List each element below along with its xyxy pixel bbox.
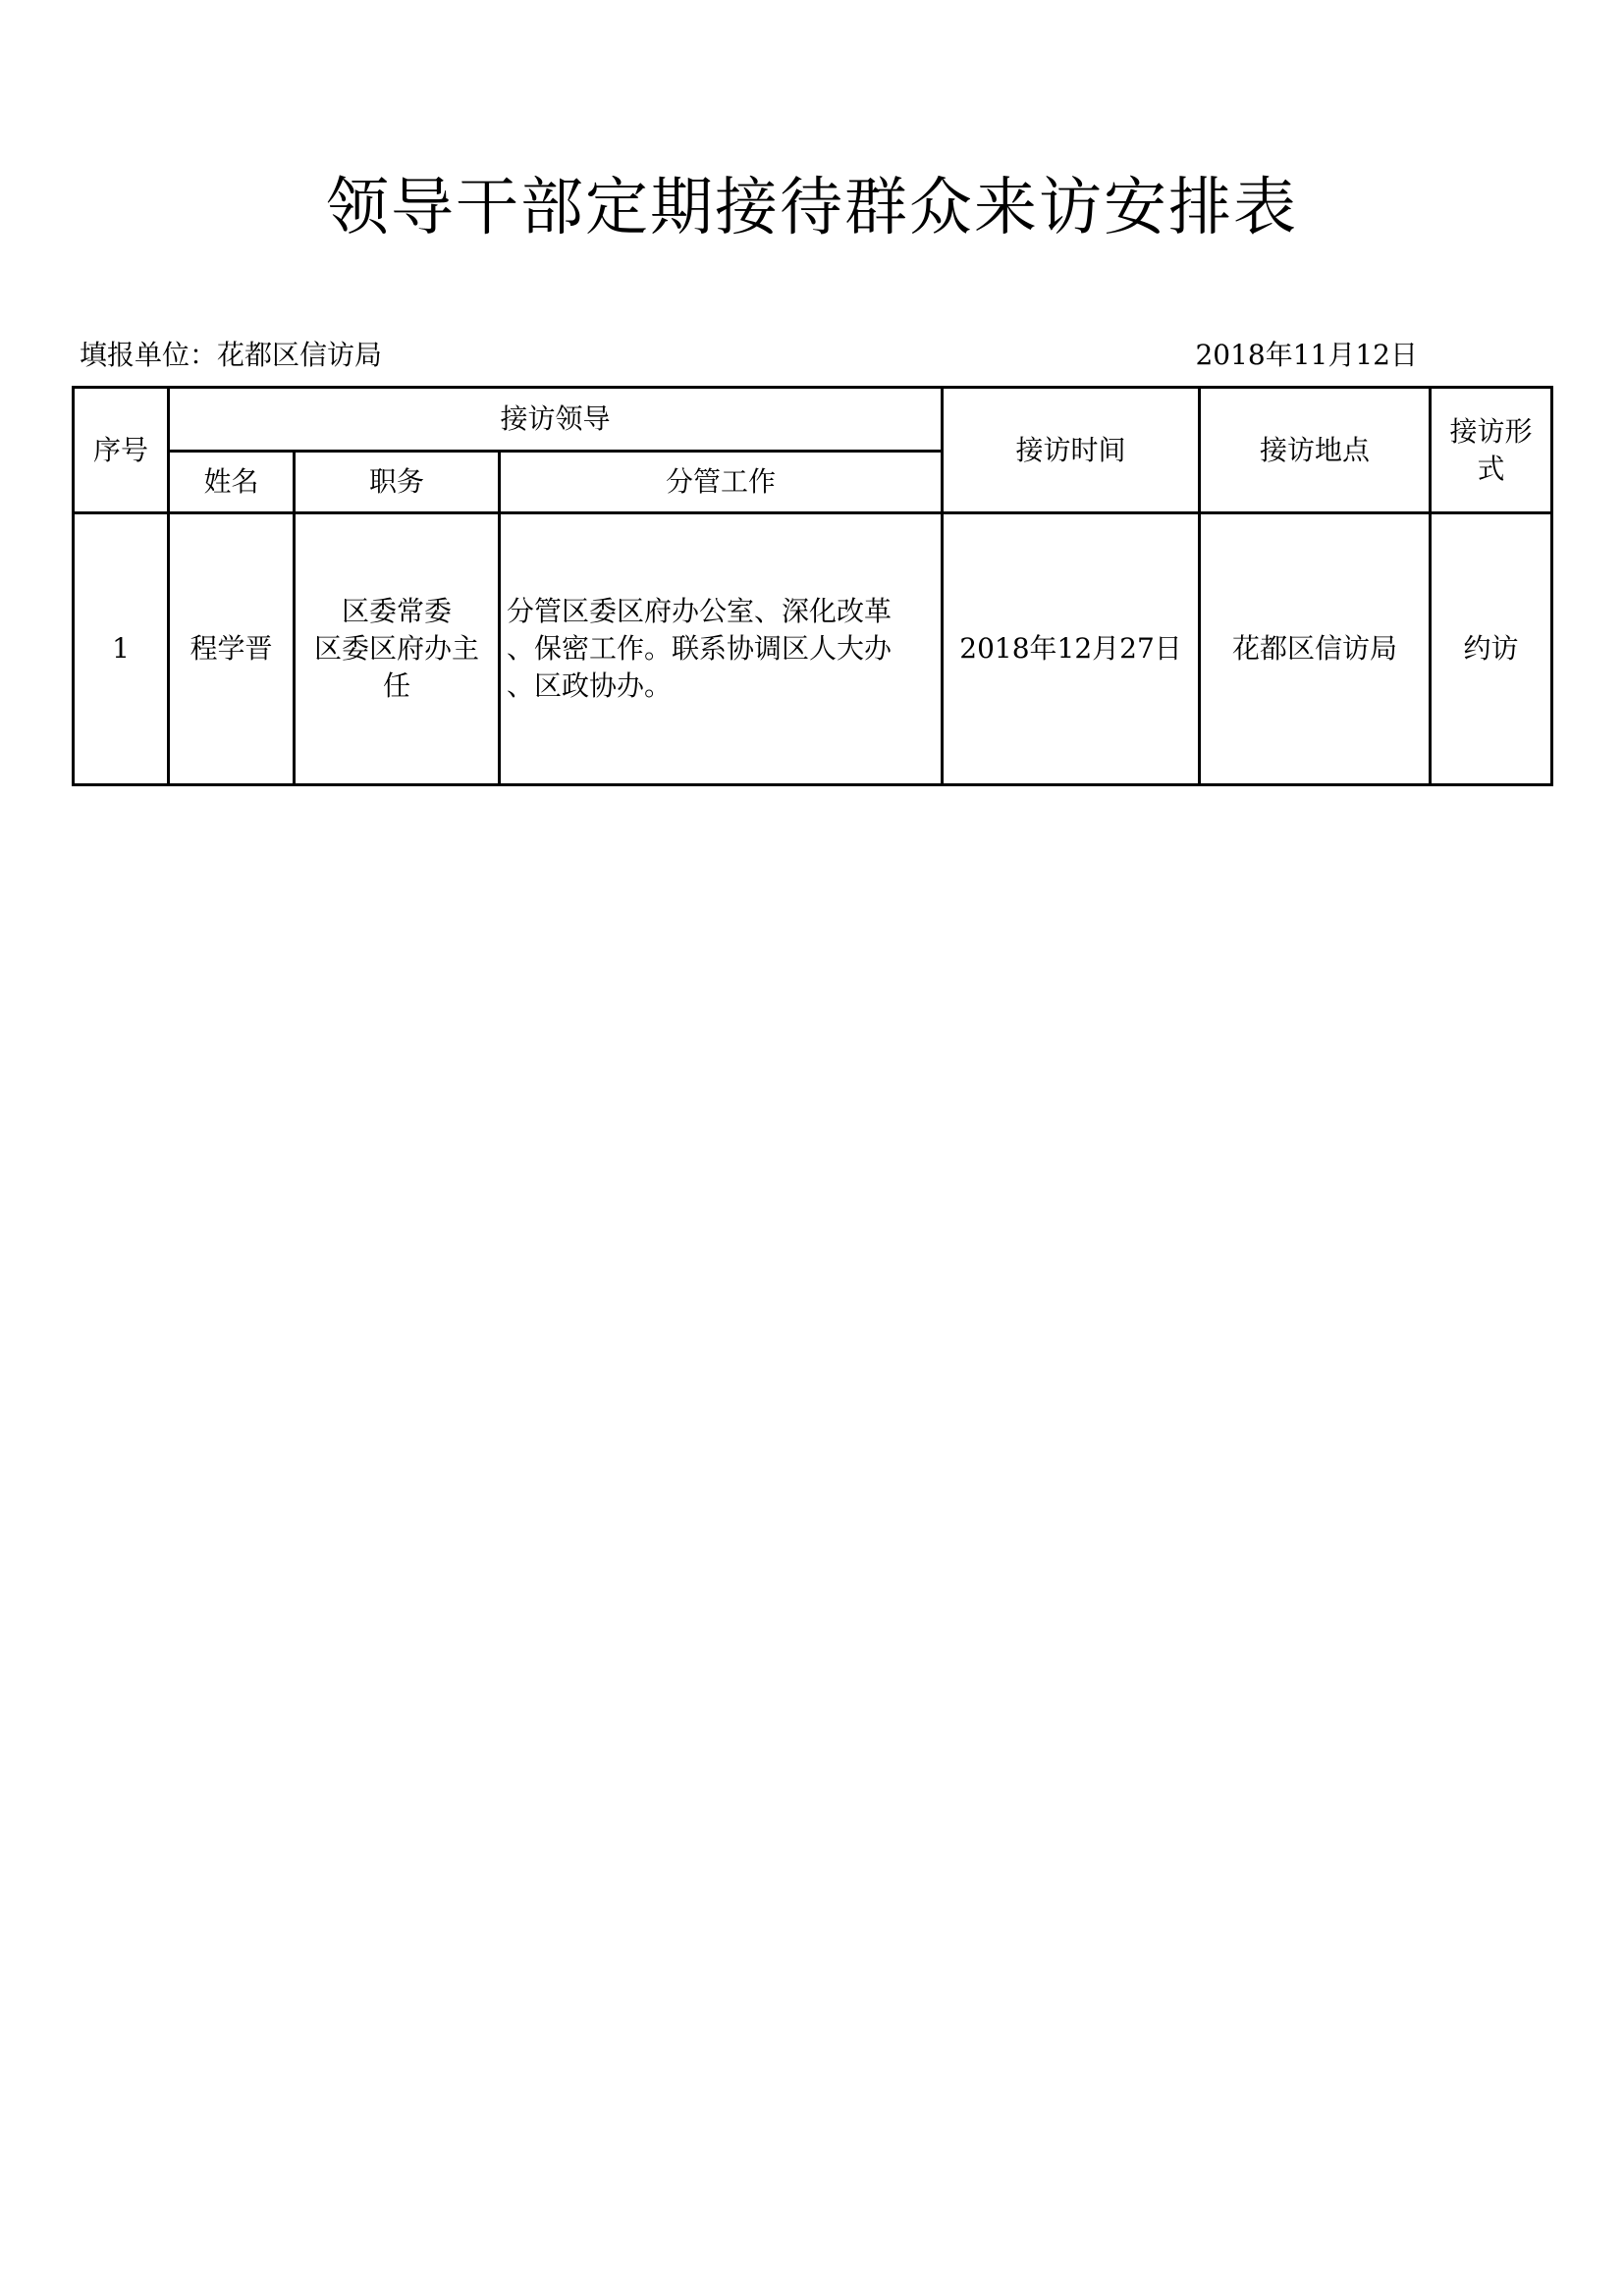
cell-time: 2018年12月27日 xyxy=(943,513,1200,785)
cell-name: 程学晋 xyxy=(169,513,295,785)
cell-form: 约访 xyxy=(1431,513,1552,785)
cell-duties-line2: 、保密工作。联系协调区人大办 xyxy=(507,632,893,665)
cell-duties xyxy=(500,513,943,785)
header-row-top xyxy=(74,388,1552,452)
cell-index: 1 xyxy=(74,513,169,785)
page-title: 领导干部定期接待群众来访安排表 xyxy=(326,172,1298,244)
schedule-table xyxy=(72,386,1553,786)
cell-position-line2: 区委区府办主 xyxy=(313,632,479,665)
filing-unit: 填报单位：花都区信访局 xyxy=(80,339,383,371)
table-row xyxy=(74,513,1552,785)
cell-position-line3: 任 xyxy=(382,669,410,702)
cell-duties-line1: 分管区委区府办公室、深化改革 xyxy=(507,595,893,627)
header-location: 接访地点 xyxy=(1200,388,1431,513)
header-name: 姓名 xyxy=(169,452,295,513)
header-index: 序号 xyxy=(74,388,169,513)
header-leader-group: 接访领导 xyxy=(169,388,943,452)
header-form-line2: 式 xyxy=(1477,452,1505,485)
header-duties: 分管工作 xyxy=(500,452,943,513)
header-form-line1: 接访形 xyxy=(1449,414,1533,448)
cell-location: 花都区信访局 xyxy=(1200,513,1431,785)
cell-position xyxy=(295,513,500,785)
header-time: 接访时间 xyxy=(943,388,1200,513)
report-date: 2018年11月12日 xyxy=(1195,339,1418,371)
cell-duties-line3: 、区政协办。 xyxy=(507,669,673,702)
header-form xyxy=(1431,388,1552,513)
header-position: 职务 xyxy=(295,452,500,513)
cell-position-line1: 区委常委 xyxy=(341,595,452,627)
